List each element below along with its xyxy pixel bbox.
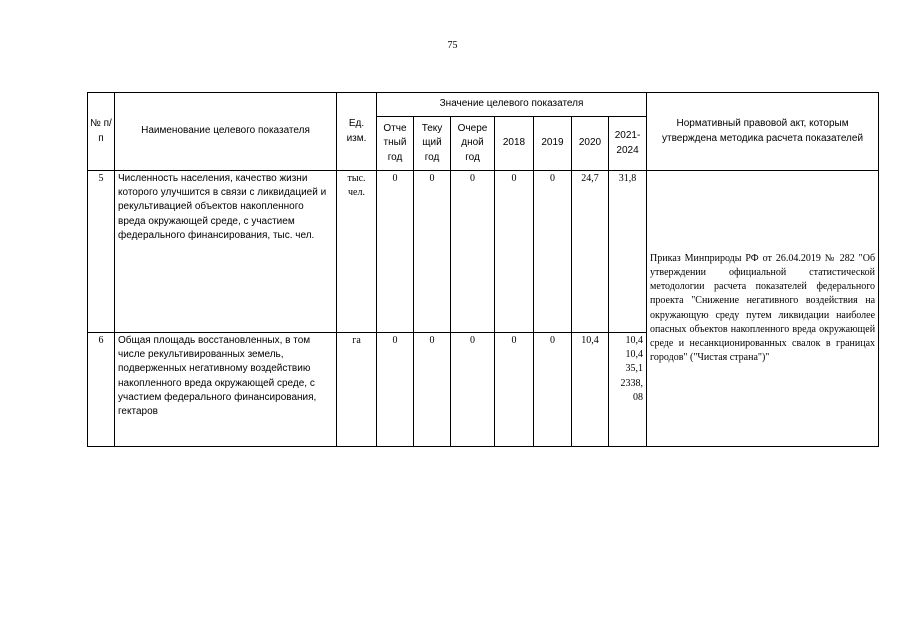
indicators-table (87, 92, 879, 447)
value-next: 0 (451, 171, 495, 333)
unit-cell: тыс. чел. (337, 171, 377, 333)
header-2019: 2019 (534, 117, 572, 171)
value-next: 0 (451, 333, 495, 447)
value-2018: 0 (495, 171, 534, 333)
value-current: 0 (414, 171, 451, 333)
header-value-group: Значение целевого показателя (377, 93, 647, 117)
value-current: 0 (414, 333, 451, 447)
normative-act-text: Приказ Минприроды РФ от 26.04.2019 № 282 "Об утверждении официальной статистической методологии расчета показателей федерального проекта "Снижение негативного воздействия на окружающую среду путем ликвидации наиболее опасных объектов накопленного вреда окружающей среде и несанкционированных свалок в границах городов" ("Чистая страна")" (647, 171, 879, 447)
unit-cell: га (337, 333, 377, 447)
header-2021-2024: 2021-2024 (609, 117, 647, 171)
header-unit: Ед. изм. (337, 93, 377, 171)
value-reporting: 0 (377, 333, 414, 447)
header-reporting-year: Отче тный год (377, 117, 414, 171)
header-current-year: Теку щий год (414, 117, 451, 171)
row-number: 6 (88, 333, 115, 447)
header-indicator-name: Наименование целевого показателя (115, 93, 337, 171)
indicator-name: Общая площадь восстановленных, в том числе рекультивированных земель, подверженных негативному воздействию накопленного вреда окружающей среде, с участием федерального финансирования, гектаров (115, 333, 337, 447)
value-2021-2024: 10,4 10,4 35,1 2338, 08 (609, 333, 647, 447)
value-2018: 0 (495, 333, 534, 447)
value-2019: 0 (534, 333, 572, 447)
header-2018: 2018 (495, 117, 534, 171)
value-2020: 10,4 (572, 333, 609, 447)
header-next-year: Очере дной год (451, 117, 495, 171)
value-2020: 24,7 (572, 171, 609, 333)
row-number: 5 (88, 171, 115, 333)
value-2021-2024: 31,8 (609, 171, 647, 333)
header-no: № п/п (88, 93, 115, 171)
header-normative-act: Нормативный правовой акт, которым утверждена методика расчета показателей (647, 93, 879, 171)
value-2019: 0 (534, 171, 572, 333)
value-reporting: 0 (377, 171, 414, 333)
table-row (88, 171, 879, 333)
page-number: 75 (447, 40, 458, 51)
indicator-name: Численность населения, качество жизни которого улучшится в связи с ликвидацией и рекультивацией объектов накопленного вреда окружающей среде, с участием федерального финансирования, тыс. чел. (115, 171, 337, 333)
header-2020: 2020 (572, 117, 609, 171)
